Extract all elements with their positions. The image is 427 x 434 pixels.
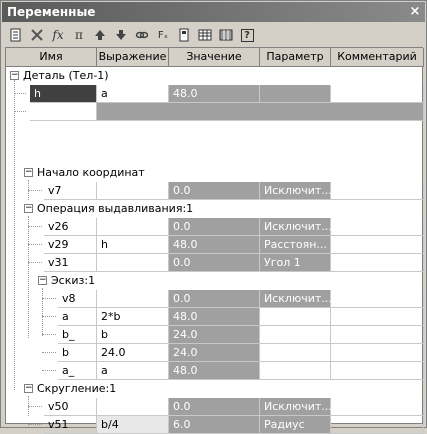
tree-line bbox=[42, 298, 56, 299]
tree-line bbox=[14, 93, 26, 94]
cell-value: 24.0 bbox=[169, 344, 260, 362]
cell-expression[interactable] bbox=[97, 254, 169, 272]
cell-name[interactable] bbox=[30, 103, 97, 121]
cell-parameter: Исключит... bbox=[260, 218, 331, 236]
cell-name[interactable]: v50 bbox=[44, 398, 97, 416]
toolbar bbox=[3, 24, 424, 46]
group-label: Деталь (Тел-1) bbox=[23, 69, 109, 82]
cell-value: 48.0 bbox=[169, 85, 260, 103]
link-icon[interactable] bbox=[133, 26, 151, 44]
cell-name[interactable]: b bbox=[58, 344, 97, 362]
new-variable-row[interactable] bbox=[6, 103, 424, 121]
cell-value: 48.0 bbox=[169, 308, 260, 326]
cell-parameter bbox=[260, 308, 331, 326]
table-row[interactable] bbox=[6, 290, 424, 308]
cell-expression[interactable]: a bbox=[97, 362, 169, 380]
collapse-icon[interactable]: − bbox=[25, 383, 33, 393]
cell-comment[interactable] bbox=[331, 308, 424, 326]
table-row[interactable] bbox=[6, 326, 424, 344]
table-row[interactable] bbox=[6, 236, 424, 254]
cell-parameter bbox=[260, 362, 331, 380]
cell-expression[interactable]: 24.0 bbox=[97, 344, 169, 362]
column-header-expression[interactable]: Выражение bbox=[97, 48, 169, 67]
table-icon[interactable] bbox=[196, 26, 214, 44]
column-header-comment[interactable]: Комментарий bbox=[331, 48, 424, 67]
group-row-origin[interactable] bbox=[6, 164, 424, 182]
table-row[interactable] bbox=[6, 398, 424, 416]
cell-parameter: Исключит... bbox=[260, 182, 331, 200]
collapse-icon[interactable]: − bbox=[39, 275, 47, 285]
cell-comment[interactable] bbox=[331, 236, 424, 254]
cell-comment[interactable] bbox=[331, 290, 424, 308]
tree-line bbox=[28, 406, 42, 407]
table-row[interactable] bbox=[6, 182, 424, 200]
tree-line bbox=[28, 424, 42, 425]
group-row-extrude[interactable] bbox=[6, 200, 424, 218]
collapse-icon[interactable]: − bbox=[11, 70, 19, 80]
tree-line bbox=[14, 111, 26, 112]
group-label: Эскиз:1 bbox=[51, 274, 96, 287]
cell-name[interactable]: a bbox=[58, 308, 97, 326]
new-variable-icon[interactable] bbox=[7, 26, 25, 44]
page-icon[interactable] bbox=[175, 26, 193, 44]
tree-line bbox=[28, 262, 42, 263]
move-up-icon[interactable] bbox=[91, 26, 109, 44]
cell-name[interactable]: v29 bbox=[44, 236, 97, 254]
cell-expression[interactable] bbox=[97, 218, 169, 236]
cell-value: 0.0 bbox=[169, 398, 260, 416]
group-row-sketch[interactable] bbox=[6, 272, 424, 290]
tree-line bbox=[42, 370, 56, 371]
table-row[interactable] bbox=[6, 218, 424, 236]
title-bar bbox=[2, 2, 425, 22]
cell-name[interactable]: v26 bbox=[44, 218, 97, 236]
cell-parameter: Радиус bbox=[260, 416, 331, 434]
cell-name[interactable]: v7 bbox=[44, 182, 97, 200]
cell-comment[interactable] bbox=[331, 362, 424, 380]
collapse-icon[interactable]: − bbox=[25, 167, 33, 177]
cell-expression[interactable]: a bbox=[97, 85, 169, 103]
cell-comment[interactable] bbox=[331, 326, 424, 344]
cell-value: 6.0 bbox=[169, 416, 260, 434]
cell-parameter: Угол 1 bbox=[260, 254, 331, 272]
window-title: Переменные bbox=[7, 5, 96, 19]
cell-parameter bbox=[260, 85, 331, 103]
cell-name[interactable]: v51 bbox=[44, 416, 97, 434]
cell-expression[interactable]: h bbox=[97, 236, 169, 254]
cell-parameter: Исключит... bbox=[260, 398, 331, 416]
pi-icon[interactable]: π bbox=[75, 28, 83, 42]
cell-comment[interactable] bbox=[331, 218, 424, 236]
table-row[interactable] bbox=[6, 254, 424, 272]
cell-name[interactable]: b_ bbox=[58, 326, 97, 344]
close-icon[interactable]: × bbox=[409, 4, 421, 19]
group-row-fillet[interactable] bbox=[6, 380, 424, 398]
cell-parameter: Исключит... bbox=[260, 290, 331, 308]
function-icon[interactable]: fx bbox=[52, 28, 64, 42]
table-row[interactable] bbox=[6, 416, 424, 434]
cell-parameter bbox=[260, 344, 331, 362]
cell-comment[interactable] bbox=[331, 344, 424, 362]
delete-icon[interactable] bbox=[28, 26, 46, 44]
cell-name[interactable]: v8 bbox=[58, 290, 97, 308]
tree-line bbox=[28, 244, 42, 245]
cell-parameter bbox=[260, 326, 331, 344]
column-header-parameter[interactable]: Параметр bbox=[260, 48, 331, 67]
columns-icon[interactable] bbox=[217, 26, 235, 44]
tree-line bbox=[28, 226, 42, 227]
cell-expression[interactable] bbox=[97, 290, 169, 308]
cell-expression[interactable] bbox=[97, 398, 169, 416]
cell-expression[interactable] bbox=[97, 182, 169, 200]
cell-value: 48.0 bbox=[169, 236, 260, 254]
cell-empty bbox=[97, 103, 424, 121]
table-row[interactable] bbox=[6, 362, 424, 380]
cell-comment[interactable] bbox=[331, 416, 424, 434]
help-icon[interactable]: ? bbox=[238, 26, 256, 44]
group-label: Операция выдавливания:1 bbox=[37, 202, 194, 215]
cell-name[interactable]: h bbox=[30, 85, 97, 103]
collapse-icon[interactable]: − bbox=[25, 203, 33, 213]
cell-comment[interactable] bbox=[331, 398, 424, 416]
tree-line bbox=[42, 352, 56, 353]
tree-line bbox=[42, 316, 56, 317]
cell-expression[interactable]: b bbox=[97, 326, 169, 344]
cell-value: 48.0 bbox=[169, 362, 260, 380]
cell-parameter: Расстоян... bbox=[260, 236, 331, 254]
table-row[interactable] bbox=[6, 85, 424, 103]
cell-value: 0.0 bbox=[169, 182, 260, 200]
cell-comment[interactable] bbox=[331, 85, 424, 103]
cell-name[interactable]: a_ bbox=[58, 362, 97, 380]
tree-line bbox=[42, 334, 56, 335]
group-row-detail[interactable] bbox=[6, 67, 424, 85]
table-row[interactable] bbox=[6, 344, 424, 362]
cell-value: 0.0 bbox=[169, 218, 260, 236]
column-header-value[interactable]: Значение bbox=[169, 48, 260, 67]
cell-expression[interactable]: b/4 bbox=[97, 416, 169, 434]
variables-table bbox=[5, 47, 423, 431]
cell-name[interactable]: v31 bbox=[44, 254, 97, 272]
cell-value: 0.0 bbox=[169, 290, 260, 308]
cell-value: 0.0 bbox=[169, 254, 260, 272]
group-label: Начало координат bbox=[37, 166, 145, 179]
fc-icon[interactable]: Fₓ bbox=[157, 29, 169, 41]
column-header-name[interactable]: Имя bbox=[6, 48, 97, 67]
cell-comment[interactable] bbox=[331, 182, 424, 200]
cell-expression[interactable]: 2*b bbox=[97, 308, 169, 326]
move-down-icon[interactable] bbox=[112, 26, 130, 44]
cell-value: 24.0 bbox=[169, 326, 260, 344]
table-row[interactable] bbox=[6, 308, 424, 326]
cell-comment[interactable] bbox=[331, 254, 424, 272]
group-label: Скругление:1 bbox=[37, 382, 117, 395]
tree-line bbox=[28, 190, 42, 191]
